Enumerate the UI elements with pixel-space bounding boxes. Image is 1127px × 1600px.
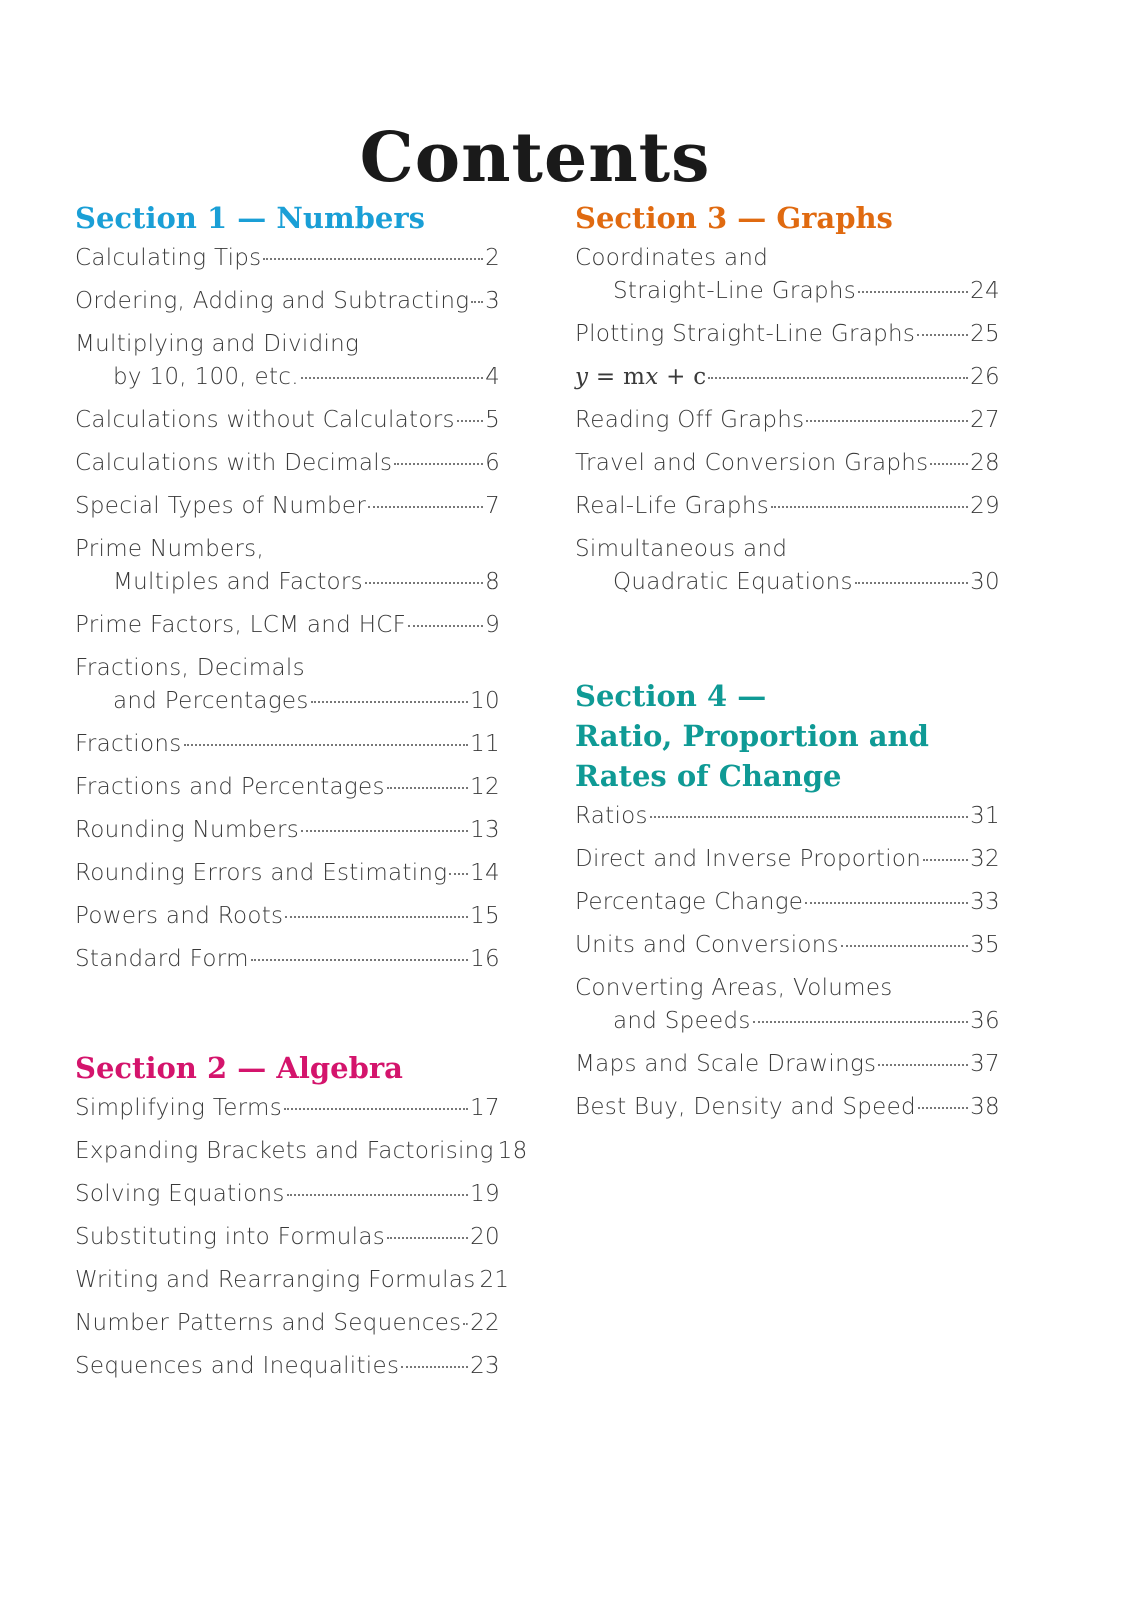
toc-entry[interactable]: [575, 318, 1000, 351]
entry-row: [75, 1264, 510, 1297]
toc-entry[interactable]: [75, 1092, 500, 1125]
entry-row: [575, 275, 1000, 308]
entry-title: Solving Equations: [75, 1181, 285, 1207]
dot-leader: [285, 916, 468, 918]
dot-leader: [918, 1107, 968, 1109]
page-number: 31: [970, 803, 1000, 829]
entry-title: by 10, 100, etc.: [113, 364, 299, 390]
entry-title: Plotting Straight-Line Graphs: [575, 321, 916, 347]
entry-title: Rounding Errors and Estimating: [75, 860, 448, 886]
toc-entry[interactable]: [75, 1350, 500, 1383]
dot-leader: [387, 1237, 468, 1239]
entry-row: [75, 1307, 500, 1340]
page-title: Contents: [359, 117, 711, 198]
entry-row: [575, 361, 1000, 394]
entry-row: [575, 566, 1000, 599]
section-1: [75, 198, 500, 986]
page-number: 16: [470, 946, 500, 972]
toc-entry[interactable]: [575, 490, 1000, 523]
entry-title: Powers and Roots: [75, 903, 284, 929]
page-number: 4: [485, 364, 500, 390]
entry-title: [575, 361, 706, 394]
toc-entry[interactable]: [75, 242, 500, 275]
entry-row: [575, 1005, 1000, 1038]
toc-entry[interactable]: [75, 1221, 500, 1254]
entry-title: Travel and Conversion Graphs: [575, 450, 929, 476]
dot-leader: [708, 377, 968, 379]
toc-entry[interactable]: [75, 285, 500, 318]
entry-row: [75, 771, 500, 804]
entry-row: [75, 404, 500, 437]
section-3-list: [575, 242, 1000, 599]
toc-entry[interactable]: [75, 814, 500, 847]
dot-leader: [805, 902, 968, 904]
section-2-list: [75, 1092, 528, 1383]
entry-title: Direct and Inverse Proportion: [575, 846, 922, 872]
entry-row: [75, 490, 500, 523]
section-4-heading: [575, 676, 1000, 796]
toc-entry[interactable]: [575, 972, 1000, 1038]
entry-row: [75, 566, 500, 599]
toc-entry[interactable]: [75, 900, 500, 933]
dot-leader: [365, 582, 483, 584]
toc-entry[interactable]: [75, 1264, 510, 1297]
toc-entry[interactable]: [575, 1048, 1000, 1081]
entry-row: [575, 843, 1000, 876]
entry-title: Sequences and Inequalities: [75, 1353, 400, 1379]
toc-entry[interactable]: [75, 857, 500, 890]
toc-entry[interactable]: [575, 447, 1000, 480]
dot-leader: [457, 420, 483, 422]
dot-leader: [301, 377, 483, 379]
equation-part-rest: + c: [658, 364, 707, 390]
entry-title: Calculations with Decimals: [75, 450, 393, 476]
section-1-heading: Section 1 — Numbers: [75, 201, 425, 235]
page-number: 33: [970, 889, 1000, 915]
entry-row: [75, 361, 500, 394]
section-4-heading-line-3: Rates of Change: [575, 759, 842, 793]
page-number: 15: [470, 903, 500, 929]
page-number: 19: [470, 1181, 500, 1207]
page-number: 17: [470, 1095, 500, 1121]
dot-leader: [858, 291, 968, 293]
entry-row: [75, 900, 500, 933]
entry-row: [575, 1048, 1000, 1081]
entry-row: [75, 1092, 500, 1125]
equation-part-x: x: [645, 364, 659, 390]
toc-entry[interactable]: [75, 943, 500, 976]
page-number: 30: [970, 569, 1000, 595]
entry-row: [575, 447, 1000, 480]
entry-title: Maps and Scale Drawings: [575, 1051, 877, 1077]
page-number: 20: [470, 1224, 500, 1250]
toc-entry[interactable]: [75, 1178, 500, 1211]
page-number: 27: [970, 407, 1000, 433]
page-number: 24: [970, 278, 1000, 304]
entry-title: Fractions: [75, 731, 182, 757]
dot-leader: [301, 830, 468, 832]
dot-leader: [263, 258, 483, 260]
page-number: 14: [470, 860, 500, 886]
toc-entry[interactable]: [575, 800, 1000, 833]
dot-leader: [184, 744, 469, 746]
page-number: 23: [470, 1353, 500, 1379]
dot-leader: [753, 1021, 968, 1023]
entry-row: [75, 609, 500, 642]
entry-row: [75, 857, 500, 890]
toc-entry[interactable]: [575, 1091, 1000, 1124]
entry-title: Ratios: [575, 803, 648, 829]
dot-leader: [251, 959, 468, 961]
dot-leader: [449, 873, 468, 875]
toc-entry[interactable]: [75, 447, 500, 480]
toc-entry[interactable]: [75, 728, 500, 761]
page-number: 13: [470, 817, 500, 843]
entry-row: [75, 685, 500, 718]
entry-title-line-1: Prime Numbers,: [75, 536, 265, 562]
entry-title: Fractions and Percentages: [75, 774, 385, 800]
toc-entry[interactable]: [75, 771, 500, 804]
dot-leader: [284, 1108, 468, 1110]
toc-entry[interactable]: [575, 886, 1000, 919]
toc-entry[interactable]: [575, 361, 1000, 394]
entry-row: [75, 285, 500, 318]
entry-title: Expanding Brackets and Factorising: [75, 1138, 494, 1164]
section-1-list: [75, 242, 500, 976]
entry-row: [75, 1221, 500, 1254]
dot-leader: [408, 625, 483, 627]
page-number: 8: [485, 569, 500, 595]
entry-title: Quadratic Equations: [613, 569, 853, 595]
page-number: 36: [970, 1008, 1000, 1034]
toc-entry[interactable]: [75, 533, 500, 599]
entry-title: Calculating Tips: [75, 245, 262, 271]
page-number: 12: [470, 774, 500, 800]
section-3-heading: Section 3 — Graphs: [575, 201, 893, 235]
entry-title: Prime Factors, LCM and HCF: [75, 612, 407, 638]
entry-title-line-1: Coordinates and: [575, 245, 769, 271]
page-number: 6: [485, 450, 500, 476]
page-number: 35: [970, 932, 1000, 958]
entry-row: [75, 728, 500, 761]
section-4-list: [575, 800, 1000, 1124]
equation-part-eq: = m: [588, 364, 646, 390]
dot-leader: [923, 859, 968, 861]
toc-entry[interactable]: [575, 929, 1000, 962]
page-number: 2: [485, 245, 500, 271]
page-number: 38: [970, 1094, 1000, 1120]
page-number: 37: [970, 1051, 1000, 1077]
dot-leader: [806, 420, 968, 422]
entry-row: [575, 1091, 1000, 1124]
entry-row: [75, 1135, 528, 1168]
dot-leader: [841, 945, 968, 947]
toc-entry[interactable]: [75, 328, 500, 394]
section-4-heading-line-1: Section 4 —: [575, 679, 767, 713]
entry-row: [575, 318, 1000, 351]
toc-entry[interactable]: [575, 242, 1000, 308]
entry-row: [75, 814, 500, 847]
dot-leader: [930, 463, 968, 465]
page-number: 29: [970, 493, 1000, 519]
entry-title: Units and Conversions: [575, 932, 839, 958]
entry-title: Calculations without Calculators: [75, 407, 455, 433]
page-number: 7: [485, 493, 500, 519]
entry-row: [575, 800, 1000, 833]
dot-leader: [287, 1194, 468, 1196]
toc-entry[interactable]: [575, 533, 1000, 599]
entry-title: and Percentages: [113, 688, 309, 714]
entry-row: [75, 447, 500, 480]
dot-leader: [401, 1366, 468, 1368]
entry-title-line-1: Fractions, Decimals: [75, 655, 305, 681]
section-3: [575, 198, 1000, 609]
dot-leader: [771, 506, 968, 508]
entry-title: Real-Life Graphs: [575, 493, 769, 519]
entry-title-line-1: Converting Areas, Volumes: [575, 975, 893, 1001]
dot-leader: [878, 1064, 968, 1066]
dot-leader: [463, 1323, 468, 1325]
toc-entry[interactable]: [75, 404, 500, 437]
equation-part-y: y: [575, 364, 589, 390]
page-number: 5: [485, 407, 500, 433]
entry-row: [75, 242, 500, 275]
section-2: [75, 1048, 528, 1393]
section-4-heading-line-2: Ratio, Proportion and: [575, 719, 929, 753]
entry-row: [575, 929, 1000, 962]
dot-leader: [855, 582, 968, 584]
entry-title-line-1: Simultaneous and: [575, 536, 788, 562]
dot-leader: [368, 506, 483, 508]
entry-row: [75, 1350, 500, 1383]
section-4: [575, 676, 1000, 1134]
entry-title: Ordering, Adding and Subtracting: [75, 288, 470, 314]
section-2-heading: Section 2 — Algebra: [75, 1051, 403, 1085]
page-number: 28: [970, 450, 1000, 476]
page-number: 21: [479, 1267, 510, 1293]
page-number: 25: [970, 321, 1000, 347]
entry-title: Reading Off Graphs: [575, 407, 805, 433]
entry-title: Best Buy, Density and Speed: [575, 1094, 916, 1120]
page-number: 9: [485, 612, 500, 638]
entry-row: [575, 886, 1000, 919]
toc-entry[interactable]: [575, 843, 1000, 876]
toc-entry[interactable]: [75, 1135, 528, 1168]
entry-title: Standard Form: [75, 946, 249, 972]
dot-leader: [394, 463, 483, 465]
page-number: 22: [470, 1310, 500, 1336]
page-number: 11: [470, 731, 500, 757]
entry-title: Special Types of Number: [75, 493, 367, 519]
toc-entry[interactable]: [75, 609, 500, 642]
entry-row: [75, 943, 500, 976]
page-number: 26: [970, 364, 1000, 390]
entry-row: [75, 1178, 500, 1211]
toc-entry[interactable]: [75, 490, 500, 523]
entry-title: Number Patterns and Sequences: [75, 1310, 462, 1336]
entry-title: Simplifying Terms: [75, 1095, 282, 1121]
page-number: 3: [485, 288, 500, 314]
page-number: 32: [970, 846, 1000, 872]
dot-leader: [387, 787, 468, 789]
page-number: 18: [497, 1138, 528, 1164]
toc-entry[interactable]: [75, 1307, 500, 1340]
entry-title: Multiples and Factors: [113, 569, 363, 595]
entry-title: Rounding Numbers: [75, 817, 300, 843]
entry-title: Substituting into Formulas: [75, 1224, 386, 1250]
entry-row: [575, 490, 1000, 523]
entry-title-line-1: Multiplying and Dividing: [75, 331, 360, 357]
dot-leader: [311, 701, 468, 703]
entry-title: Writing and Rearranging Formulas: [75, 1267, 476, 1293]
toc-entry[interactable]: [75, 652, 500, 718]
dot-leader: [471, 301, 483, 303]
entry-title: and Speeds: [613, 1008, 751, 1034]
dot-leader: [917, 334, 968, 336]
page-number: 10: [470, 688, 500, 714]
entry-title: Straight-Line Graphs: [613, 278, 857, 304]
toc-entry[interactable]: [575, 404, 1000, 437]
dot-leader: [650, 816, 968, 818]
entry-row: [575, 404, 1000, 437]
entry-title: Percentage Change: [575, 889, 804, 915]
